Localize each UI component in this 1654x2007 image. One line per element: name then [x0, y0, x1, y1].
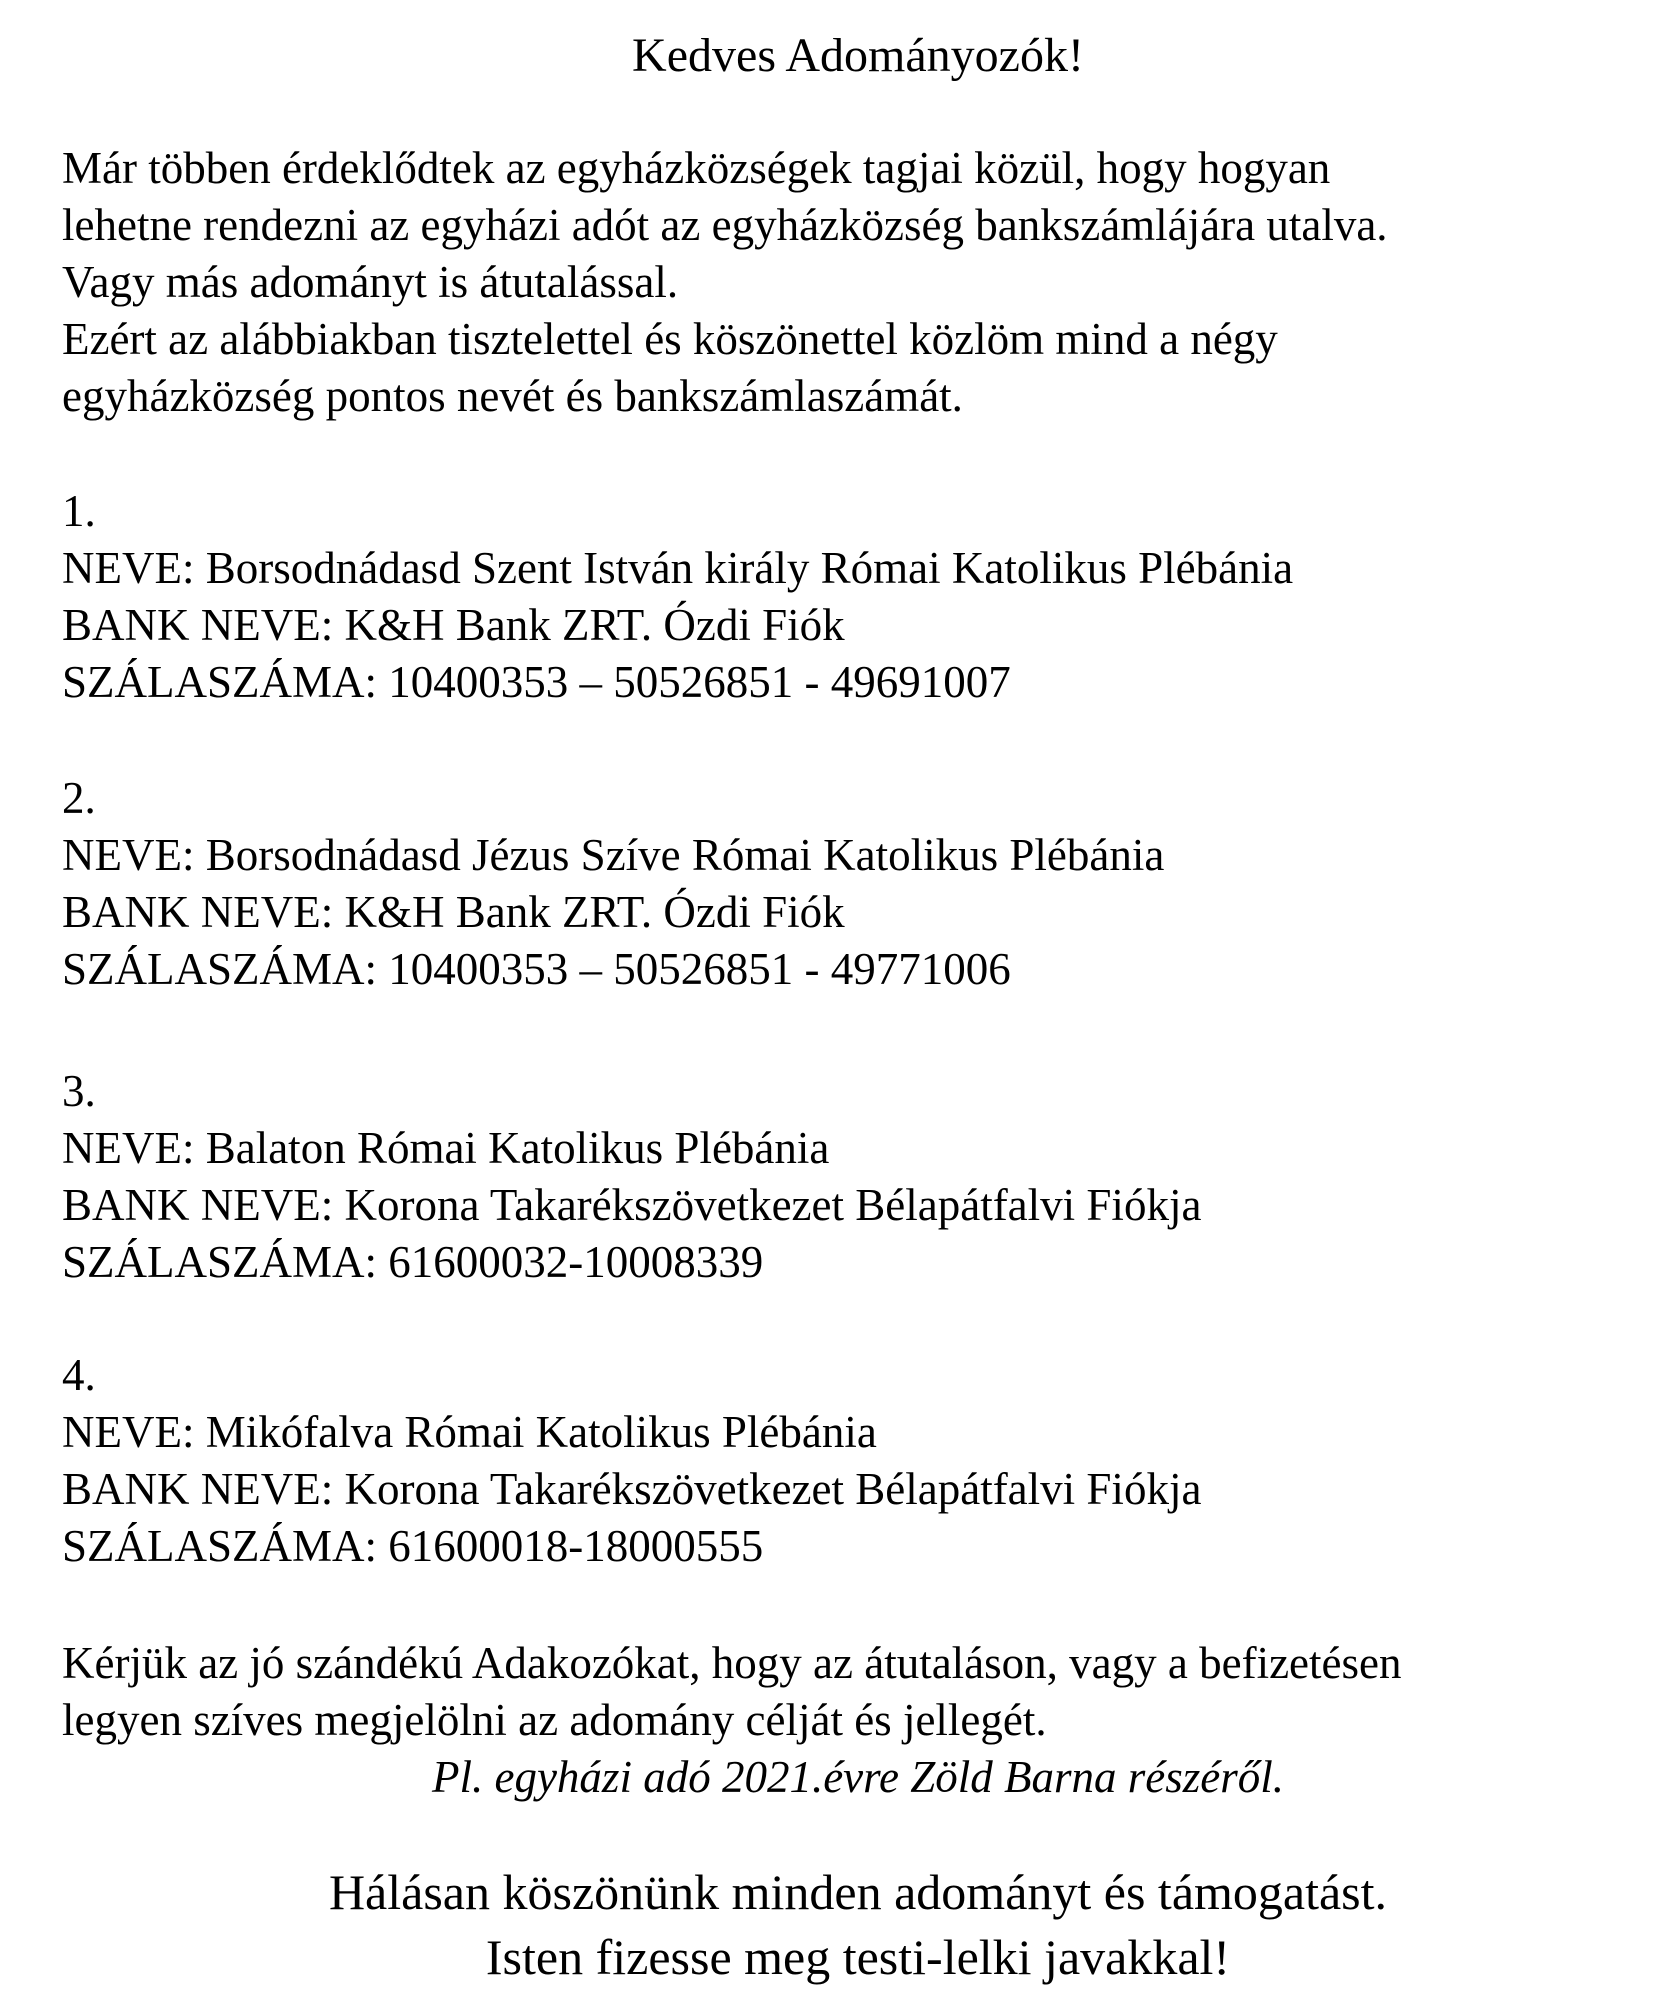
section-name-line: NEVE: Borsodnádasd Jézus Szíve Római Katolikus Plébánia	[62, 830, 1165, 880]
intro-line: Már többen érdeklődtek az egyházközségek tagjai közül, hogy hogyan	[62, 143, 1331, 193]
section-account-line: SZÁLASZÁMA: 61600018-18000555	[62, 1521, 764, 1571]
intro-line: Ezért az alábbiakban tisztelettel és köszönettel közlöm mind a négy	[62, 314, 1278, 364]
section-number: 4.	[62, 1350, 96, 1400]
parish-section-1	[62, 483, 1654, 711]
section-name-line: NEVE: Balaton Római Katolikus Plébánia	[62, 1123, 830, 1173]
parish-section-2	[62, 770, 1654, 998]
section-bank-line: BANK NEVE: K&H Bank ZRT. Ózdi Fiók	[62, 600, 845, 650]
section-bank-line: BANK NEVE: Korona Takarékszövetkezet Bélapátfalvi Fiókja	[62, 1180, 1202, 1230]
section-bank-line: BANK NEVE: K&H Bank ZRT. Ózdi Fiók	[62, 887, 845, 937]
example-line: Pl. egyházi adó 2021.évre Zöld Barna részéről.	[432, 1752, 1284, 1802]
section-number: 2.	[62, 773, 96, 823]
intro-line: Vagy más adományt is átutalással.	[62, 257, 679, 307]
section-number: 3.	[62, 1066, 96, 1116]
section-name-line: NEVE: Mikófalva Római Katolikus Plébánia	[62, 1407, 877, 1457]
closing-paragraph	[62, 1635, 1654, 1806]
document-title: Kedves Adományozók!	[632, 29, 1084, 82]
parish-section-3	[62, 1063, 1654, 1291]
parish-section-4	[62, 1347, 1654, 1575]
section-name-line: NEVE: Borsodnádasd Szent István király Római Katolikus Plébánia	[62, 543, 1294, 593]
section-bank-line: BANK NEVE: Korona Takarékszövetkezet Bélapátfalvi Fiókja	[62, 1464, 1202, 1514]
intro-paragraph	[62, 140, 1654, 425]
intro-line: egyházközség pontos nevét és bankszámlaszámát.	[62, 371, 963, 421]
closing-line: legyen szíves megjelölni az adomány célját és jellegét.	[62, 1695, 1047, 1745]
intro-line: lehetne rendezni az egyházi adót az egyházközség bankszámlájára utalva.	[62, 200, 1388, 250]
section-account-line: SZÁLASZÁMA: 61600032-10008339	[62, 1237, 764, 1287]
section-account-line: SZÁLASZÁMA: 10400353 – 50526851 - 49771006	[62, 944, 1011, 994]
closing-line: Kérjük az jó szándékú Adakozókat, hogy az átutaláson, vagy a befizetésen	[62, 1638, 1402, 1688]
thanks-line: Isten fizesse meg testi-lelki javakkal!	[485, 1929, 1231, 1985]
thanks-line: Hálásan köszönünk minden adományt és támogatást.	[328, 1864, 1388, 1920]
section-account-line: SZÁLASZÁMA: 10400353 – 50526851 - 49691007	[62, 657, 1011, 707]
thanks-block	[62, 1860, 1654, 1990]
section-number: 1.	[62, 486, 96, 536]
